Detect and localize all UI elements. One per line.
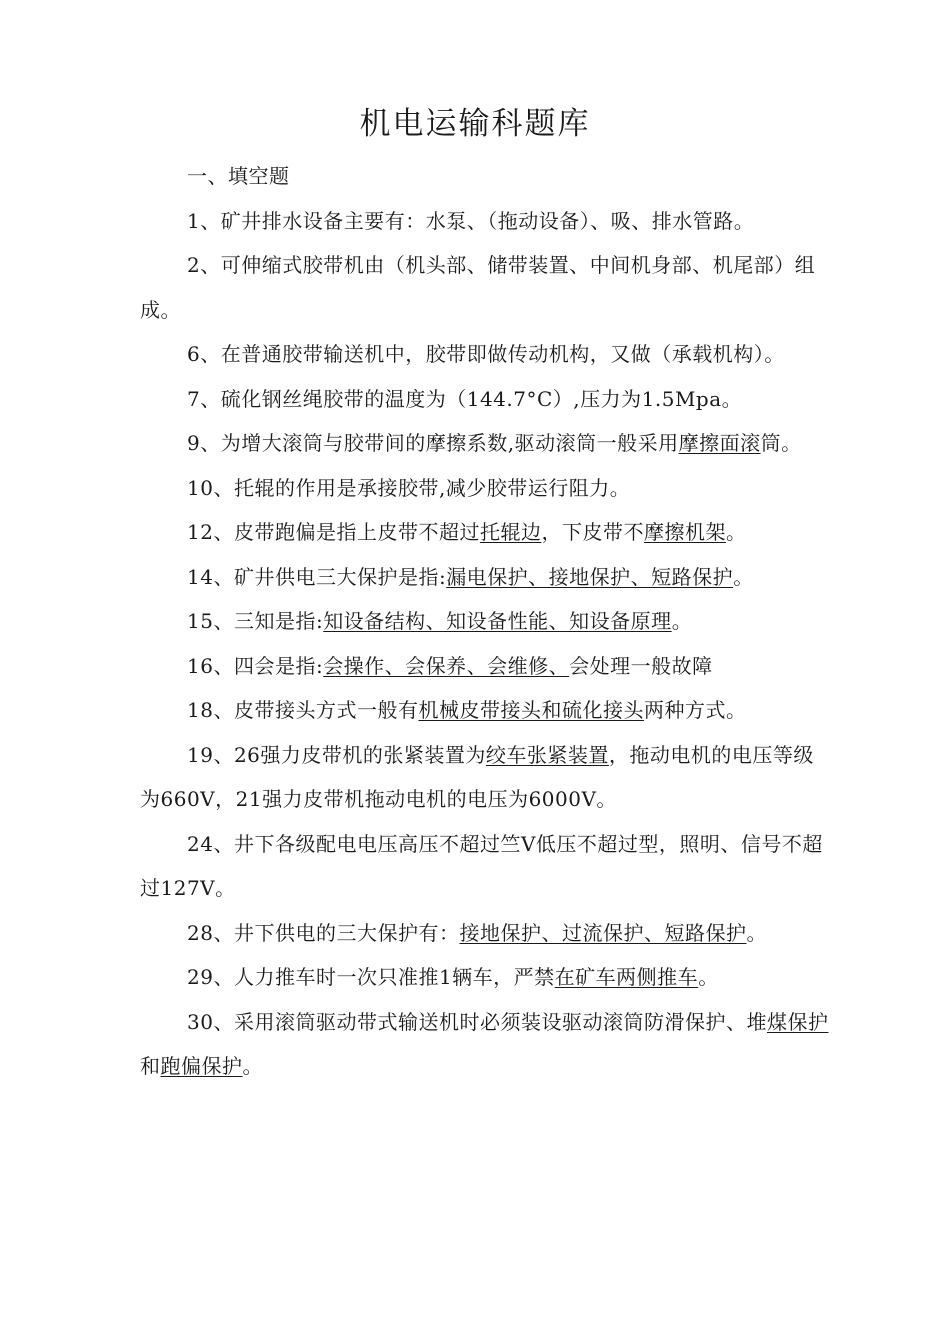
- answer-underlined: 摩擦机架: [643, 520, 726, 544]
- answer-underlined: 会操作、会保养、会维修、: [323, 653, 570, 678]
- question-item-q9: [140, 421, 830, 466]
- question-text: 筒。: [760, 431, 802, 455]
- answer-underlined: 托辊边: [479, 520, 542, 544]
- question-item-q19: [140, 733, 830, 822]
- question-text: 10、托辊的作用是承接胶带,减少胶带运行阻力。: [187, 475, 631, 500]
- question-text: 。: [242, 1054, 263, 1078]
- question-item-q29: [140, 955, 830, 1000]
- answer-underlined: 摩擦面滚: [678, 431, 761, 455]
- question-text: 和: [140, 1054, 161, 1078]
- answer-underlined: 接地保护、过流保护、短路保护: [459, 920, 747, 945]
- document-body: [140, 154, 830, 1089]
- answer-underlined: 知设备结构、知设备性能、知设备原理: [323, 609, 672, 633]
- question-text: 7、硫化钢丝绳胶带的温度为（144.7°C）,压力为1.5Mpa。: [187, 386, 743, 411]
- question-item-q2: [140, 243, 830, 332]
- question-item-q10: [140, 466, 830, 511]
- question-item-q12: [140, 510, 830, 555]
- question-item-q16: [140, 644, 830, 689]
- question-item-q24: [140, 822, 830, 911]
- answer-underlined: 机械皮带接头和硫化接头: [418, 698, 644, 722]
- question-item-q6: [140, 332, 830, 377]
- answer-underlined: 跑偏保护: [160, 1054, 243, 1078]
- section-heading: 一、填空题: [187, 164, 290, 188]
- question-item-q14: [140, 555, 830, 600]
- question-item-q28: [140, 911, 830, 956]
- question-text: 。: [733, 564, 754, 589]
- question-item-q18: [140, 688, 830, 733]
- answer-underlined: 在矿车两侧推车: [554, 965, 699, 989]
- question-text: 。: [698, 965, 719, 989]
- question-text: 。: [671, 609, 693, 633]
- question-text: 19、26强力皮带机的张紧装置为: [187, 742, 486, 767]
- document-title: 机电运输科题库: [359, 106, 591, 142]
- question-list: [140, 199, 830, 1089]
- question-text: ，下皮带不: [541, 520, 644, 544]
- question-text: 15、三知是指:: [187, 609, 324, 633]
- answer-underlined: 煤保护: [766, 1009, 829, 1034]
- question-item-q1: [140, 199, 830, 244]
- question-text: 。: [725, 520, 747, 544]
- question-text: 18、皮带接头方式一般有: [187, 698, 419, 722]
- question-text: 30、采用滚筒驱动带式输送机时必须装设驱动滚筒防滑保护、堆: [187, 1009, 767, 1034]
- question-text: 。: [746, 920, 767, 945]
- question-text: 9、为增大滚筒与胶带间的摩擦系数,驱动滚筒一般采用: [187, 431, 679, 455]
- question-text: 两种方式。: [643, 698, 747, 722]
- question-text: 16、四会是指:: [187, 653, 324, 678]
- question-text: 会处理一般故障: [569, 653, 713, 678]
- question-text: 29、人力推车时一次只准推1辆车，严禁: [187, 965, 555, 989]
- answer-underlined: 绞车张紧装置: [485, 742, 609, 767]
- question-text: 24、井下各级配电电压高压不超过竺V低压不超过型，照明、信号不超过127V。: [140, 831, 823, 900]
- answer-underlined: 漏电保护、接地保护、短路保护: [446, 564, 734, 589]
- question-item-q7: [140, 377, 830, 422]
- question-text: 28、井下供电的三大保护有：: [187, 920, 460, 945]
- question-text: 12、皮带跑偏是指上皮带不超过: [187, 520, 480, 544]
- question-text: 6、在普通胶带输送机中，胶带即做传动机构，又做（承载机构）。: [187, 342, 785, 366]
- question-text: 2、可伸缩式胶带机由（机头部、储带装置、中间机身部、机尾部）组成。: [140, 253, 816, 322]
- question-text: 1、矿井排水设备主要有：水泵、（拖动设备）、吸、排水管路。: [187, 208, 755, 233]
- question-item-q15: [140, 599, 830, 644]
- question-text: ，拖动电机的电压等级为660V，21强力皮带机拖动电机的电压为6000V。: [140, 742, 814, 811]
- question-text: 14、矿井供电三大保护是指:: [187, 564, 447, 589]
- question-item-q30: [140, 1000, 830, 1089]
